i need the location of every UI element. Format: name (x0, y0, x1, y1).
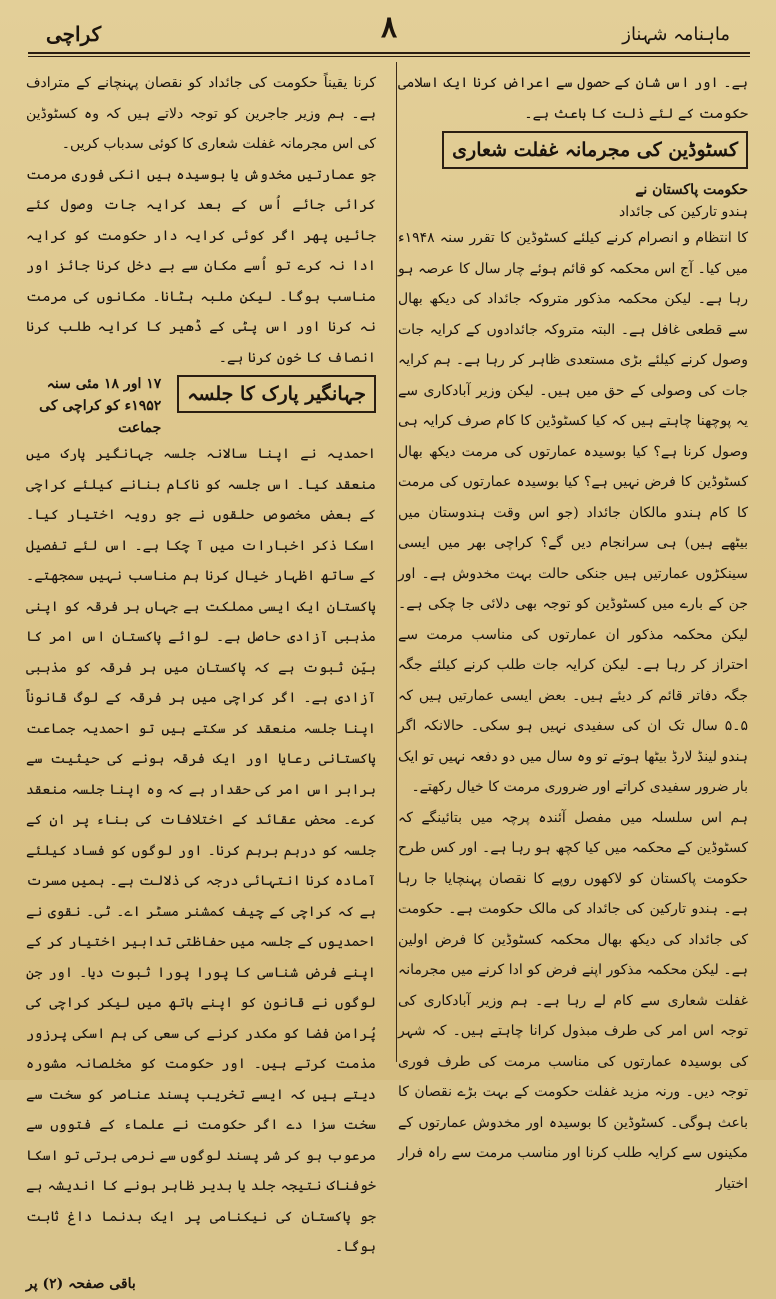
continued-note: باقی صفحہ (۲) پر (26, 1269, 376, 1299)
heading-jahangir-park: جہانگیر پارک کا جلسہ (177, 375, 376, 413)
heading-block-custodian (434, 129, 748, 175)
magazine-title: ماہنامہ شہناز (622, 24, 730, 45)
page-header (28, 10, 750, 54)
left-paragraph-2: جو عمارتیں مخدوش یا بوسیدہ ہیں انکی فوری مرمت کرائی جائے اُس کے بعد کرایہ جات وصول کئے جائیں پھر اگر کوئی کرایہ دار حکومت کو کرایہ ادا نہ کرے تو اُسے مکان سے بے دخل کرنا جائز اور مناسب ہوگا۔ لیکن ملبہ ہٹانا۔ مکانوں کی مرمت نہ کرنا اور اس پٹی کے ڈھیر کا کرایہ طلب کرنا انصاف کا خون کرنا ہے۔ (26, 160, 376, 374)
page-number: ۸ (28, 10, 750, 45)
header-rule (28, 52, 750, 54)
heading-tag2-custodian: ہندو تارکین کی جائداد (398, 201, 748, 223)
city-name: کراچی (46, 22, 101, 46)
custodian-paragraph-1: کا انتظام و انصرام کرنے کیلئے کسٹوڈین کا تقرر سنہ ۱۹۴۸ء میں کیا۔ آج اس محکمہ کو قائم ہوئے چار سال کا عرصہ ہو رہا ہے۔ لیکن محکمہ مذکور متروکہ جائداد کی دیکھ بھال سے قطعی غافل ہے۔ البتہ متروکہ جائدادوں کے کرایہ جات وصول کرنے کیلئے بڑی مستعدی ظاہر کر رہا ہے۔ ہم کرایہ جات کی وصولی کے حق میں ہیں۔ لیکن وزیر آبادکاری سے یہ پوچھنا چاہتے ہیں کہ کیا کسٹوڈین کا کام صرف کرایہ ہی وصول کرنا ہے؟ کیا بوسیدہ عمارتوں کی مرمت دیکھ بھال کسٹوڈین کا فرض نہیں ہے؟ کیا بوسیدہ عمارتوں کی مرمت کا کام ہندو مالکان جائداد (جو اس وقت ہندوستان میں بیٹھے ہیں) ہی سرانجام دیں گے؟ کراچی بھر میں ایسی سینکڑوں عمارتیں ہیں جنکی حالت بہت مخدوش ہے۔ اور جن کے بارے میں کسٹوڈین کو توجہ بھی دلائی جا چکی ہے۔ لیکن محکمہ مذکور ان عمارتوں کی مناسب مرمت سے احتراز کر رہا ہے۔ لیکن کرایہ جات طلب کرنے کیلئے جگہ جگہ دفاتر قائم کر دیئے ہیں۔ بعض ایسی عمارتیں ہیں کہ ۵۔۵ سال تک ان کی سفیدی نہیں ہو سکی۔ حالانکہ اگر ہندو لینڈ لارڈ بیٹھا ہوتے تو وہ سال میں دو دفعہ نہیں تو ایک بار ضرور سفیدی کراتے اور ضروری مرمت کا خیال رکھتے۔ (398, 223, 748, 803)
heading-custodian: کسٹوڈین کی مجرمانہ غفلت شعاری (442, 131, 748, 169)
column-divider (396, 62, 397, 1062)
heading-tag-jahangir: ۱۷ اور ۱۸ مئی سنہ ۱۹۵۲ء کو کراچی کی جماعت (26, 373, 376, 439)
left-column (26, 68, 376, 1074)
right-column (398, 68, 748, 1074)
left-paragraph-1: کرنا یقیناً حکومت کی جائداد کو نقصان پہنچانے کے مترادف ہے۔ ہم وزیر جاجرین کو توجہ دلاتے ہیں کہ وہ کسٹوڈین کی اس مجرمانہ غفلت شعاری کا کوئی سدباب کریں۔ (26, 68, 376, 160)
heading-tag-custodian: حکومت پاکستان نے (398, 129, 748, 201)
heading-block-jahangir (169, 373, 376, 419)
header-rule-thin (28, 56, 750, 57)
jahangir-paragraph: احمدیہ نے اپنا سالانہ جلسہ جہانگیر پارک میں منعقد کیا۔ اس جلسہ کو ناکام بنانے کیلئے کراچی کے بعض مخصوص حلقوں نے جو رویہ اختیار کیا۔ اسکا ذکر اخبارات میں آ چکا ہے۔ اس لئے تفصیل کے ساتھ اظہار خیال کرنا ہم مناسب نہیں سمجھتے۔ پاکستان ایک ایسی مملکت ہے جہاں ہر فرقہ کو اپنی مذہبی آزادی حاصل ہے۔ لوائے پاکستان اس امر کا بیّن ثبوت ہے کہ پاکستان میں ہر فرقہ کو مذہبی آزادی ہے۔ اگر کراچی میں ہر فرقہ کے لوگ قانوناً اپنا جلسہ منعقد کر سکتے ہیں تو احمدیہ جماعت پاکستانی رعایا اور ایک فرقہ ہونے کی حیثیت سے برابر اس امر کی حقدار ہے کہ وہ اپنا جلسہ منعقد کرے۔ محض عقائد کے اختلافات کی بناء پر ان کے جلسہ کو درہم برہم کرنا۔ اور لوگوں کو فساد کیلئے آمادہ کرنا انتہائی درجہ کی ذلالت ہے۔ ہمیں مسرت ہے کہ کراچی کے چیف کمشنر مسٹر اے۔ ٹی۔ نقوی نے احمدیوں کے جلسہ میں حفاظتی تدابیر اختیار کر کے اپنے فرض شناسی کا پورا پورا ثبوت دیا۔ اور جن لوگوں نے قانون کو اپنے ہاتھ میں لیکر کراچی کی پُرامن فضا کو مکدر کرنے کی سعی کی ہم اسکی پرزور مذمت کرتے ہیں۔ اور حکومت کو مخلصانہ مشورہ دیتے ہیں کہ ایسے تخریب پسند عناصر کو سخت سے سخت سزا دے اگر حکومت نے علماء کے فتووں سے مرعوب ہو کر شر پسند لوگوں سے نرمی برتی تو اسکا خوفناک نتیجہ جلد یا بدیر ظاہر ہونے کا اندیشہ ہے جو پاکستان کی نیکنامی پر ایک بدنما داغ ثابت ہوگا۔ (26, 439, 376, 1263)
custodian-paragraph-2: ہم اس سلسلہ میں مفصل آئندہ پرچہ میں بتائینگے کہ کسٹوڈین کے محکمہ میں کیا کچھ ہو رہا ہے۔ اور کس طرح حکومت پاکستان کو لاکھوں روپے کا نقصان پہنچایا جا رہا ہے۔ ہندو تارکین کی جائداد کی مالک حکومت ہے۔ حکومت کی جائداد کی دیکھ بھال محکمہ کسٹوڈین کا فرض اولین ہے۔ لیکن محکمہ مذکور اپنے فرض کو ادا کرنے میں مجرمانہ غفلت شعاری سے کام لے رہا ہے۔ ہم وزیر آبادکاری کی توجہ اس امر کی طرف مبذول کرانا چاہتے ہیں۔ کہ شہر کی بوسیدہ عمارتوں کی مناسب مرمت کی طرف فوری توجہ دیں۔ ورنہ مزید غفلت حکومت کے بہت بڑے نقصان کا باعث ہوگی۔ کسٹوڈین کا بوسیدہ اور مخدوش عمارتوں کے مکینوں سے کرایہ طلب کرنا اور مناسب مرمت سے راہ فرار اختیار (398, 803, 748, 1200)
intro-paragraph: ہے۔ اور اس شان کے حصول سے اعراض کرنا ایک اسلامی حکومت کے لئے ذلت کا باعث ہے۔ (398, 68, 748, 129)
